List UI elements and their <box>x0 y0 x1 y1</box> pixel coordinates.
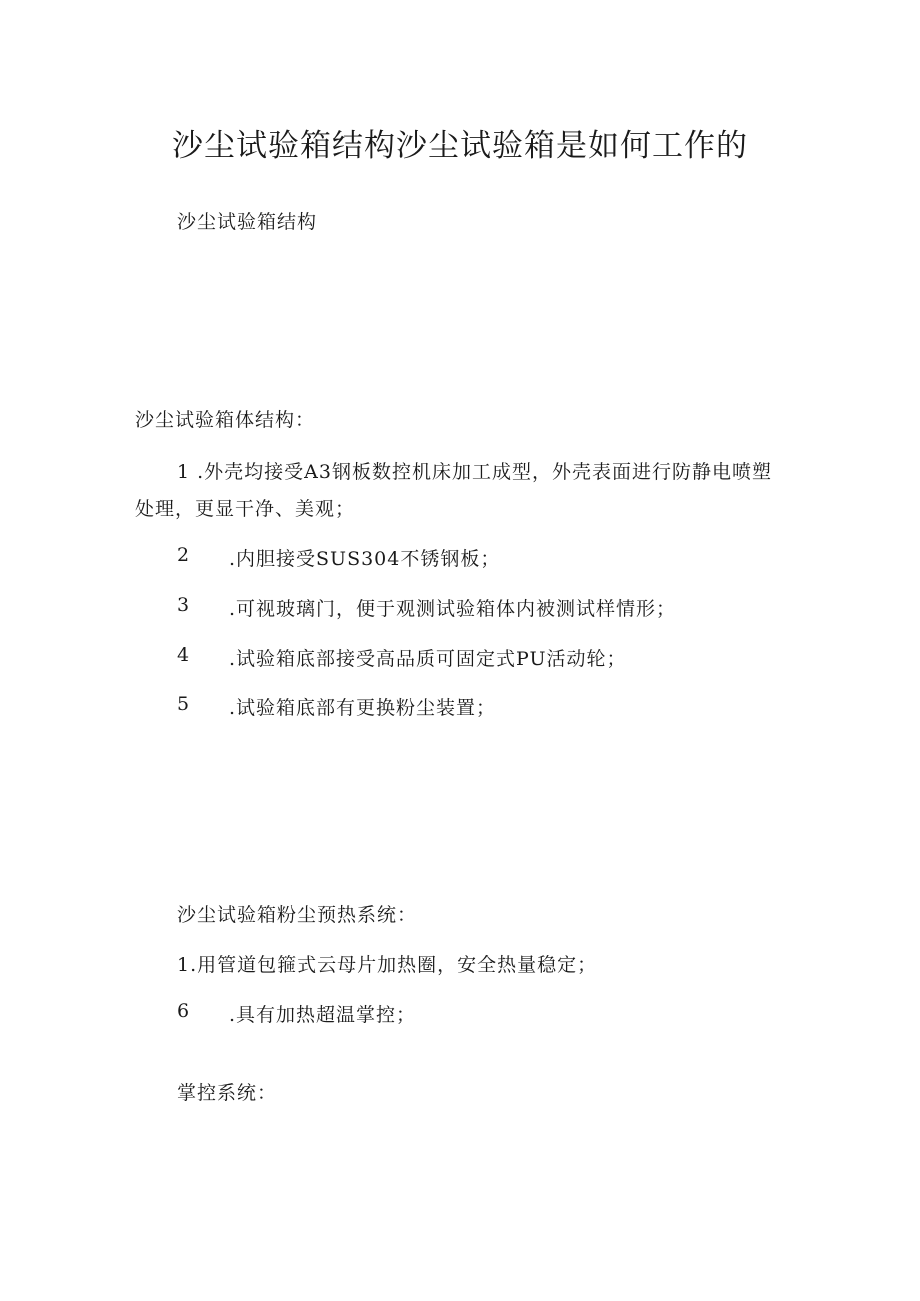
list-item-text: .内胆接受SUS304不锈钢板； <box>229 548 501 570</box>
list-item-number: 3 <box>177 594 190 616</box>
section-heading-dust-preheat: 沙尘试验箱粉尘预热系统： <box>177 904 418 926</box>
list-item-number: 4 <box>177 644 190 666</box>
list-item-1-line1: 1 .外壳均接受A3钢板数控机床加工成型，外壳表面进行防静电喷塑 <box>177 461 772 483</box>
list-item-text: .可视玻璃门，便于观测试验箱体内被测试样情形； <box>229 598 677 620</box>
section-heading-box-structure: 沙尘试验箱体结构： <box>135 409 316 431</box>
list-item-text: .试验箱底部有更换粉尘装置； <box>229 697 497 719</box>
list-item-text: .试验箱底部接受高品质可固定式PU活动轮； <box>229 648 627 670</box>
page-title: 沙尘试验箱结构沙尘试验箱是如何工作的 <box>172 128 748 164</box>
preheat-item-1: 1.用管道包箍式云母片加热圈，安全热量稳定； <box>177 954 598 976</box>
subtitle: 沙尘试验箱结构 <box>177 211 318 233</box>
list-item-number: 5 <box>177 693 190 715</box>
list-item-text: .具有加热超温掌控； <box>229 1004 417 1026</box>
list-item-number: 2 <box>177 544 190 566</box>
list-item-1-line2: 处理，更显干净、美观； <box>135 498 356 520</box>
list-item-number: 6 <box>177 1000 190 1022</box>
section-heading-control-system: 掌控系统： <box>177 1082 278 1104</box>
